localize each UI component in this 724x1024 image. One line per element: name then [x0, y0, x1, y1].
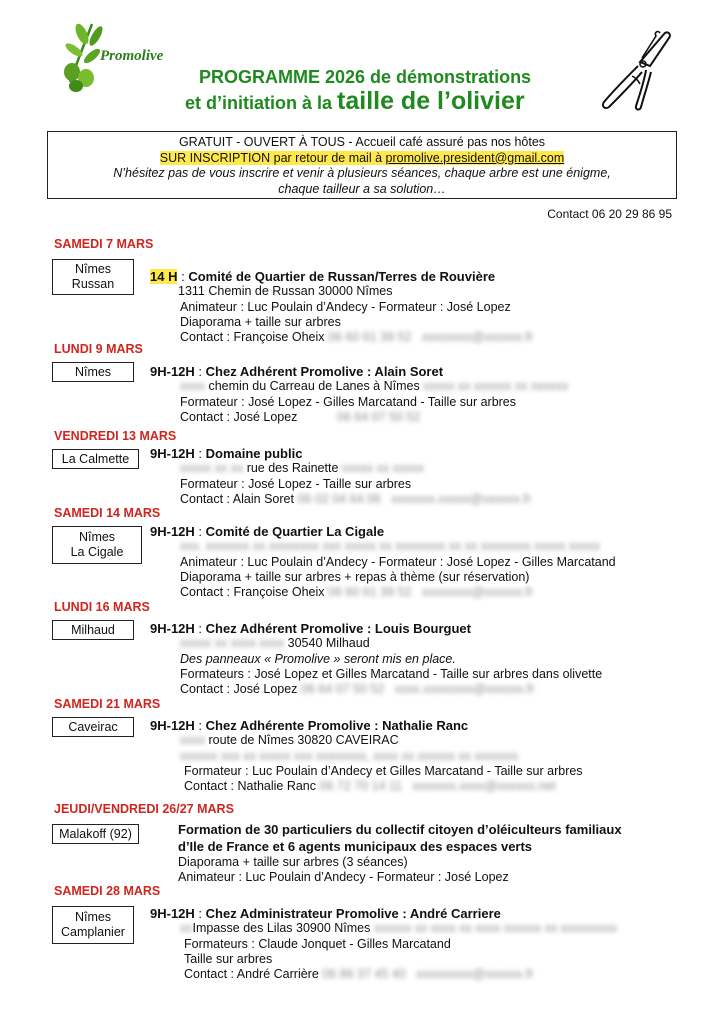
event-redacted-line — [150, 749, 690, 764]
contact-label: Contact : Françoise Oheix — [180, 585, 325, 600]
event-time: 9H-12H — [150, 621, 195, 636]
event-heading — [150, 524, 690, 539]
event-line: Formateurs : José Lopez et Gilles Marcatand - Taille sur arbres dans olivette — [180, 666, 603, 681]
event-details — [150, 906, 690, 982]
redacted-text: 06 02 04 64 06 xxxxxxx.xxxxx@xxxxxx.fr — [297, 491, 532, 506]
address-text: Impasse des Lilas 30900 Nîmes — [192, 921, 371, 936]
event-details — [150, 446, 690, 507]
event-line: Animateur : Luc Poulain d’Andecy - Formateur : José Lopez — [180, 299, 511, 314]
event-title: Chez Adhérent Promolive : Alain Soret — [205, 364, 444, 379]
redacted-text: 06 60 61 39 52 xxxxxxxx@xxxxxx.fr — [328, 330, 534, 345]
contact-label: Contact : Nathalie Ranc — [184, 779, 317, 794]
address-text: rue des Rainette — [246, 461, 339, 476]
event-place — [52, 824, 139, 844]
event-address — [150, 379, 690, 394]
event-contact — [150, 585, 690, 600]
event-time: 9H-12H — [150, 364, 195, 379]
event-details — [150, 269, 690, 345]
event-place — [52, 449, 139, 469]
redacted-text: xxxxx xx xxxx xxxx — [180, 636, 285, 651]
event-place — [52, 906, 134, 944]
event-title: Comité de Quartier de Russan/Terres de Rouvière — [188, 269, 496, 284]
event-heading — [150, 446, 690, 461]
event-heading — [150, 364, 690, 379]
info-registration — [48, 151, 676, 167]
redacted-text: 06 64 07 50 52 xxxx.xxxxxxxx@xxxxxx.fr — [300, 682, 535, 697]
title-line-1 — [185, 66, 595, 88]
redacted-text: 06 72 70 14 11 xxxxxxx.xxxx@xxxxxx.net — [319, 779, 556, 794]
place-line: Caveirac — [68, 719, 118, 734]
event-place — [52, 362, 134, 382]
separator: : — [194, 364, 206, 379]
contact-label: Contact : André Carrière — [184, 967, 319, 982]
address-text: 30540 Milhaud — [287, 636, 370, 651]
event-title: Domaine public — [205, 446, 303, 461]
separator: : — [194, 621, 206, 636]
event-line: Formateur : José Lopez - Taille sur arbres — [180, 476, 412, 491]
event-line: Diaporama + taille sur arbres + repas à thème (sur réservation) — [180, 569, 530, 584]
event-line: Diaporama + taille sur arbres (3 séances) — [178, 855, 408, 869]
event-details — [150, 718, 690, 794]
separator: : — [194, 446, 206, 461]
event-place — [52, 717, 134, 737]
info-free: GRATUIT - OUVERT À TOUS - Accueil café assuré pas nos hôtes — [178, 135, 546, 149]
event-title: Chez Administrateur Promolive : André Carriere — [205, 906, 501, 921]
separator: : — [177, 269, 189, 284]
event-contact — [150, 779, 690, 794]
email-link[interactable]: promolive.president@gmail.com — [385, 150, 565, 165]
redacted-text: xxxx — [180, 733, 205, 748]
event-line: Formateur : José Lopez - Gilles Marcatand - Taille sur arbres — [180, 394, 517, 409]
event-address — [150, 733, 690, 748]
event-heading — [150, 269, 690, 284]
event-details — [178, 822, 718, 886]
event-heading: d’Ile de France et 6 agents municipaux des espaces verts — [178, 838, 533, 854]
event-address: 1311 Chemin de Russan 30000 Nîmes — [178, 284, 393, 299]
event-time: 9H-12H — [150, 906, 195, 921]
event-contact — [150, 410, 690, 425]
event-details — [150, 524, 690, 600]
event-line: Formateurs : Claude Jonquet - Gilles Marcatand — [184, 936, 451, 951]
event-line: Animateur : Luc Poulain d’Andecy - Formateur : José Lopez — [178, 870, 509, 885]
info-invite-2: chaque tailleur a sa solution… — [278, 181, 446, 196]
event-line: Diaporama + taille sur arbres — [180, 314, 341, 329]
event-day: LUNDI 9 MARS — [54, 342, 143, 356]
redacted-text: xxxxx xx xxxxxx xx xxxxxx — [423, 379, 569, 394]
event-day: SAMEDI 14 MARS — [54, 506, 161, 520]
title-programme: PROGRAMME 2026 — [199, 67, 366, 87]
event-address — [150, 921, 690, 936]
redacted-text: 06 86 37 45 40 xxxxxxxxx@xxxxxx.fr — [322, 967, 534, 982]
place-line: La Calmette — [61, 451, 130, 466]
place-line: Milhaud — [71, 622, 115, 637]
redacted-text: xxxxx xx xx — [180, 461, 244, 476]
separator: : — [194, 718, 206, 733]
place-line: Nîmes — [78, 530, 116, 544]
event-day: SAMEDI 28 MARS — [54, 884, 161, 898]
pruning-shears-icon — [596, 28, 676, 113]
event-day: SAMEDI 21 MARS — [54, 697, 161, 711]
event-note: Des panneaux « Promolive » seront mis en place. — [180, 651, 456, 666]
event-line: Taille sur arbres — [184, 951, 273, 966]
address-text: route de Nîmes 30820 CAVEIRAC — [208, 733, 399, 748]
contact-label: Contact : José Lopez — [180, 409, 298, 424]
event-place — [52, 620, 134, 640]
contact-phone: Contact 06 20 29 86 95 — [547, 207, 672, 221]
event-day: VENDREDI 13 MARS — [54, 429, 177, 443]
event-heading — [150, 718, 690, 733]
event-day: SAMEDI 7 MARS — [54, 237, 154, 251]
event-heading — [150, 906, 690, 921]
title-olive-pruning: taille de l’olivier — [337, 87, 525, 115]
event-heading — [150, 621, 690, 636]
redacted-text: xxx. xxxxxxx xx xxxxxxxx xxx xxxxx xx xxxxxxxx xx xx xxxxxxxx xxxxx xxxxx — [180, 539, 601, 554]
place-line: Camplanier — [61, 925, 125, 939]
page-title — [185, 66, 595, 116]
event-details — [150, 621, 690, 697]
redacted-text: xxxx — [180, 379, 205, 394]
event-time: 14 H — [150, 269, 178, 284]
event-line: Animateur : Luc Poulain d’Andecy - Formateur : José Lopez - Gilles Marcatand — [180, 554, 616, 569]
redacted-text: 06 60 61 39 52 xxxxxxxx@xxxxxx.fr — [328, 585, 534, 600]
redacted-text: xxxxx xx xxxxx — [341, 461, 424, 476]
event-heading: Formation de 30 particuliers du collectif citoyen d’oléiculteurs familiaux — [178, 822, 622, 837]
place-line: Russan — [71, 277, 115, 291]
separator: : — [194, 906, 206, 921]
event-day: LUNDI 16 MARS — [54, 600, 150, 614]
event-day: JEUDI/VENDREDI 26/27 MARS — [54, 802, 234, 816]
place-line: Malakoff (92) — [59, 826, 132, 841]
event-place — [52, 259, 134, 295]
contact-label: Contact : José Lopez — [180, 682, 298, 697]
redacted-text: xxxxxx xx xxxx xx xxxx xxxxxx xx xxxxxxxxx — [373, 921, 617, 936]
redacted-text: xxxxxx xxx xx xxxxx xxx xxxxxxxx, xxxx xx xxxxxx xx xxxxxxx — [180, 748, 519, 763]
event-place — [52, 526, 142, 564]
event-address — [150, 539, 690, 554]
event-title: Chez Adhérente Promolive : Nathalie Ranc — [205, 718, 469, 733]
separator: : — [194, 524, 206, 539]
info-invite: N’hésitez pas de vous inscrire et venir à plusieurs séances, chaque arbre est une énigme, — [113, 166, 611, 180]
event-details — [150, 364, 690, 425]
place-line: Nîmes — [74, 262, 112, 276]
event-time: 9H-12H — [150, 524, 195, 539]
event-address — [150, 461, 690, 476]
redacted-text: xx — [180, 921, 193, 936]
title-initiation: et d’initiation à la — [185, 93, 338, 113]
event-contact — [150, 330, 690, 345]
event-contact — [150, 967, 690, 982]
contact-label: Contact : Alain Soret — [180, 491, 294, 506]
place-line: Nîmes — [74, 910, 112, 924]
title-demonstrations: de démonstrations — [365, 67, 532, 87]
logo-text: Promolive — [100, 48, 164, 64]
event-contact — [150, 492, 690, 507]
place-line: Nîmes — [74, 364, 112, 379]
event-time: 9H-12H — [150, 446, 195, 461]
event-time: 9H-12H — [150, 718, 195, 733]
event-address — [150, 636, 690, 651]
info-registration-text: SUR INSCRIPTION par retour de mail à — [159, 150, 386, 165]
event-title: Comité de Quartier La Cigale — [205, 524, 385, 539]
event-title: Chez Adhérent Promolive : Louis Bourguet — [205, 621, 471, 636]
title-line-2 — [185, 88, 595, 116]
event-contact — [150, 682, 690, 697]
event-line: Formateur : Luc Poulain d’Andecy et Gilles Marcatand - Taille sur arbres — [184, 763, 583, 778]
place-line: La Cigale — [70, 545, 124, 559]
redacted-text: 06 64 07 50 52 — [336, 409, 421, 424]
contact-label: Contact : Françoise Oheix — [180, 330, 325, 345]
info-box — [47, 131, 677, 199]
address-text: chemin du Carreau de Lanes à Nîmes — [208, 379, 420, 394]
